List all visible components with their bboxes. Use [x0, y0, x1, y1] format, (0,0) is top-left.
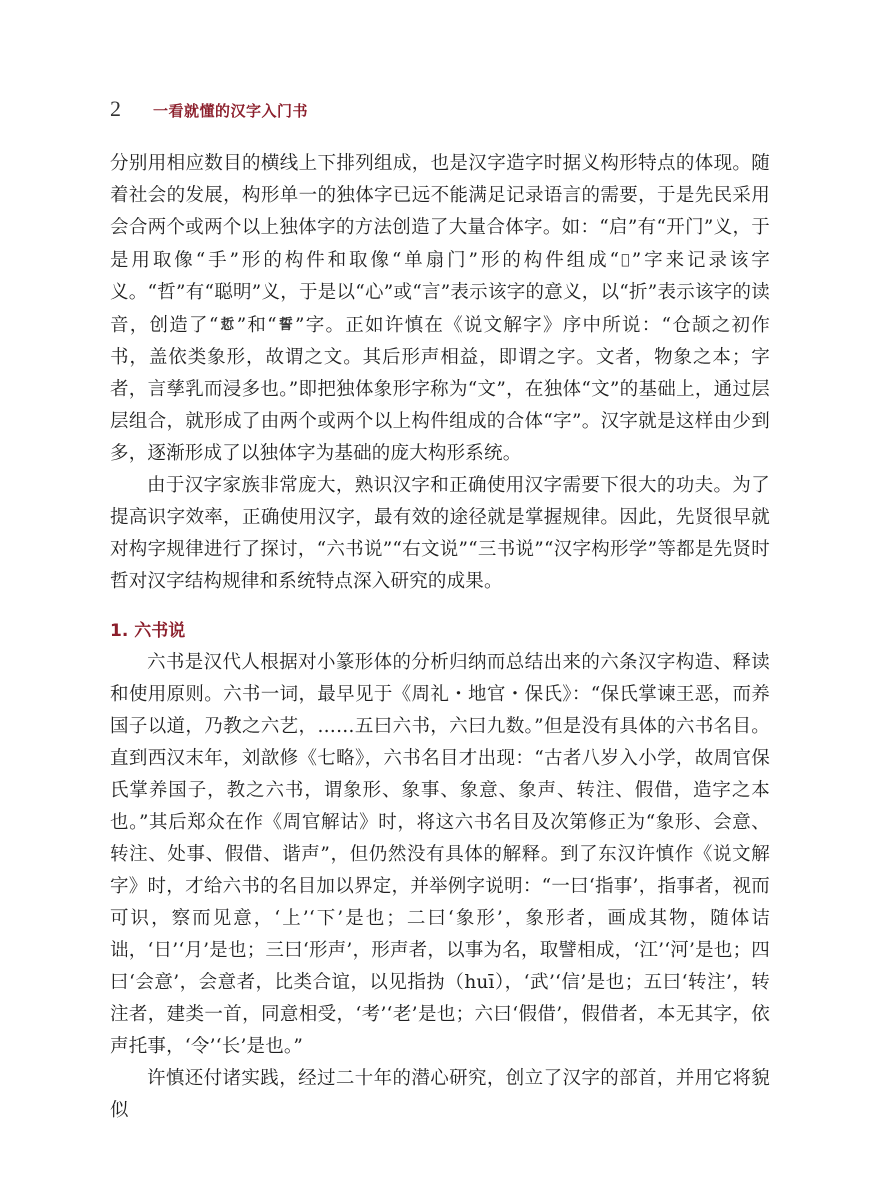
paragraph-1 [110, 148, 770, 470]
ancient-glyph-zhe-heart: 悊 [220, 317, 235, 333]
paragraph-3: 六书是汉代人根据对小篆形体的分析归纳而总结出来的六条汉字构造、释读和使用原则。六书一词，最早见于《周礼・地官・保氏》：“保氏掌谏王恶，而养国子以道，乃教之六艺，……五曰六书，六曰九数。”但是没有具体的六书名目。直到西汉末年，刘歆修《七略》，六书名目才出现：“古者八岁入小学，故周官保氏掌养国子，教之六书，谓象形、象事、象意、象声、转注、假借，造字之本也。”其后郑众在作《周官解诂》时，将这六书名目及次第修正为“象形、会意、转注、处事、假借、谐声”，但仍然没有具体的解释。到了东汉许慎作《说文解字》时，才给六书的名目加以界定，并举例字说明：“一曰‘指事’，指事者，视而可识，察而见意，‘上’‘下’是也；二曰‘象形’，象形者，画成其物，随体诘诎，‘日’‘月’是也；三曰‘形声’，形声者，以事为名，取譬相成，‘江’‘河’是也；四曰‘会意’，会意者，比类合谊，以见指㧑（huī），‘武’‘信’是也；五曰‘转注’，转注者，建类一首，同意相受，‘考’‘老’是也；六曰‘假借’，假借者，本无其字，依声托事，‘令’‘长’是也。” [110, 652, 770, 1057]
section-heading: 1. 六书说 [110, 621, 186, 641]
ancient-glyph-qi: 𢼸 [621, 252, 630, 268]
paragraph-2: 由于汉字家族非常庞大，熟识汉字和正确使用汉字需要下很大的功夫。为了提高识字效率，正确使用汉字，最有效的途径就是掌握规律。因此，先贤很早就对构字规律进行了探讨，“六书说”“右文说”“三书说”“汉字构形学”等都是先贤时哲对汉字结构规律和系统特点深入研究的成果。 [110, 475, 770, 592]
paragraph-1-part-a: 分别用相应数目的横线上下排列组成，也是汉字造字时据义构形特点的体现。随着社会的发展，构形单一的独体字已远不能满足记录语言的需要，于是先民采用会合两个或两个以上独体字的方法创造了大量合体字。如：“启”有“开门”义，于是用取像“手”形的构件和取像“单扇门”形的构件组成“ [110, 153, 770, 271]
paragraph-1-part-b: ”字来记录该字义。“哲”有“聪明”义，于是以“心”或“言”表示该字的意义，以“折”表示该字的读音，创造了“ [110, 250, 771, 336]
page-number: 2 [110, 96, 121, 121]
paragraph-1-part-d: ”字。正如许慎在《说文解字》序中所说：“仓颉之初作书，盖依类象形，故谓之文。其后形声相益，即谓之字。文者，物象之本；字者，言孳乳而浸多也。”即把独体象形字称为“文”，在独体“文”的基础上，通过层层组合，就形成了由两个或两个以上构件组成的合体“字”。汉字就是这样由少到多，逐渐形成了以独体字为基础的庞大构形系统。 [110, 315, 771, 464]
running-title: 一看就懂的汉字入门书 [153, 102, 309, 120]
body-text [110, 148, 770, 1127]
paragraph-4: 许慎还付诸实践，经过二十年的潜心研究，创立了汉字的部首，并用它将貌似 [110, 1068, 770, 1121]
ancient-glyph-zhe-speech: 誓 [278, 317, 294, 333]
running-header [110, 96, 308, 122]
paragraph-1-part-c: ”和“ [236, 315, 277, 336]
